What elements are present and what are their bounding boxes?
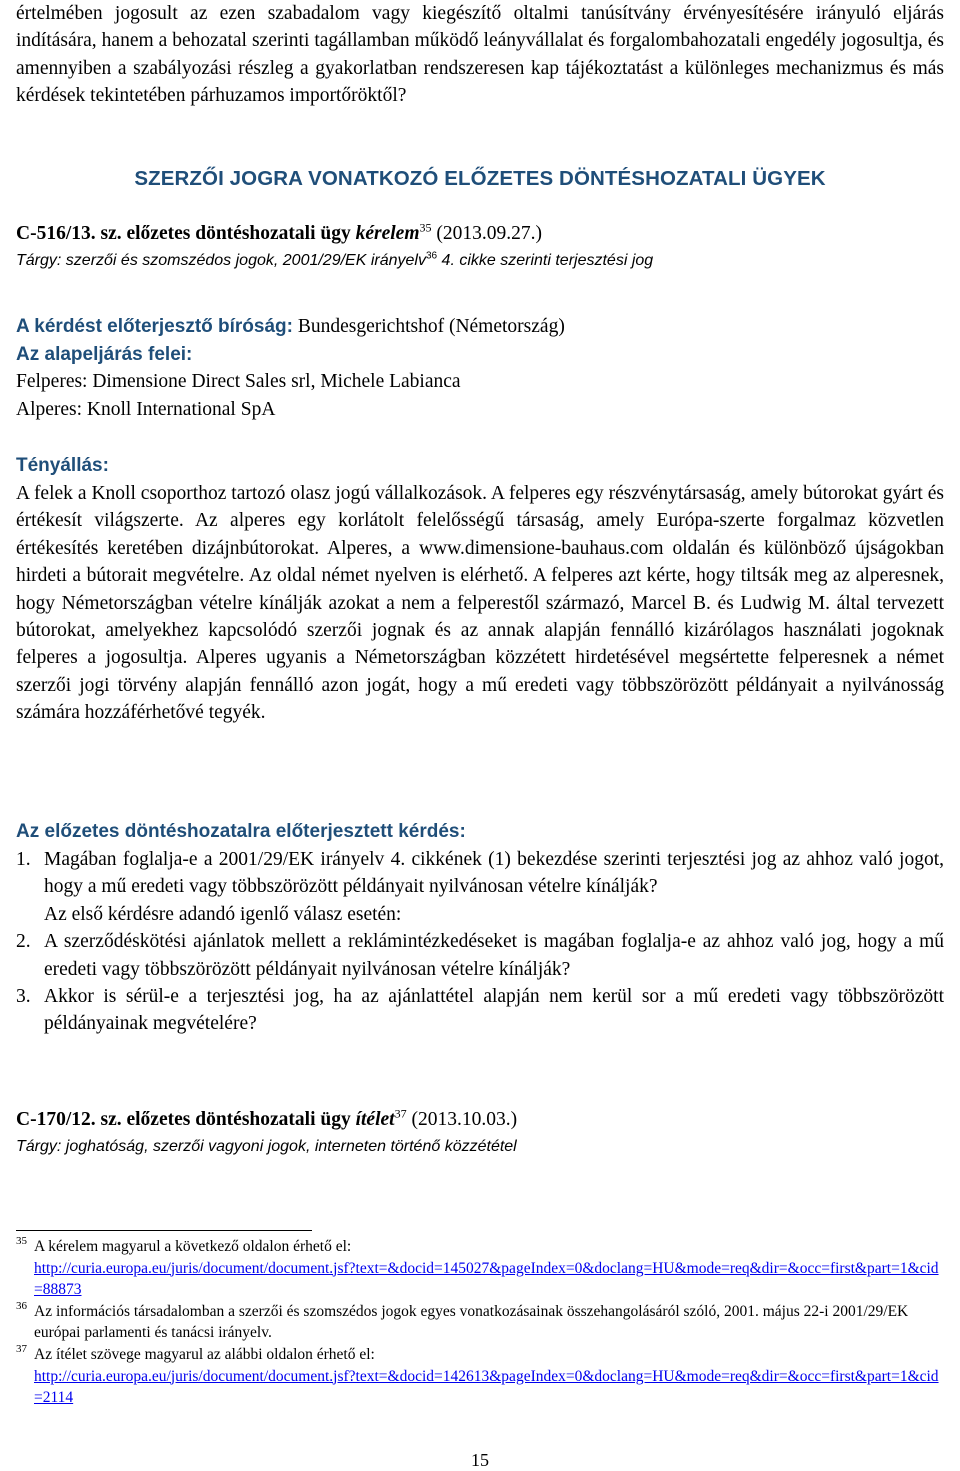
case1-court xyxy=(16,313,944,340)
footnotes xyxy=(16,1236,944,1409)
case2-title-date: (2013.10.03.) xyxy=(411,1109,518,1130)
footnote-number: 35 xyxy=(16,1235,27,1247)
case1-title-type: kérelem xyxy=(355,223,420,244)
footnote-link[interactable]: http://curia.europa.eu/juris/document/document.jsf?text=&docid=142613&pageIndex=0&doclang=HU&mode=req&dir=&occ=first&part=1&cid=2114 xyxy=(34,1367,939,1407)
question-item xyxy=(16,846,944,901)
case1-subject-rest: 4. cikke szerinti terjesztési jog xyxy=(441,252,654,269)
case2-title-bold: C-170/12. sz. előzetes döntéshozatali ügy xyxy=(16,1109,351,1130)
questions-list xyxy=(16,846,944,1038)
footnote-text: A kérelem magyarul a következő oldalon érhető el: xyxy=(34,1238,352,1255)
facts-paragraph: A felek a Knoll csoporthoz tartozó olasz jogú vállalkozások. A felperes egy részvénytársaság, amely bútorokat gyárt és értékesít világszerte. Az alperes egy korlátolt felelősségű társaság, amely Európa-szerte forgalmaz közvetlen értékesítés keretében dizájnbútorokat. Alperes, a www.dimensione-bauhaus.com oldalán és különböző újságokban hirdeti a bútorait megvételre. Az oldal német nyelven is elérhető. A felperes azt kérte, hogy tiltsák meg az alperesnek, hogy Németországban vételre kínálják azokat a nem a felperestől származó, Marcel B. és Ludwig M. által tervezett bútorokat, amelyekhez kapcsolódó szerzői jognak és az annak alapján fennálló kizárólagos használati jogoknak felperes a jogosultja. Alperes ugyanis a Németországban közzétett hirdetésével megsértette felperesnek a német szerzői jogi törvény alapján fennálló azon jogát, hogy a mű eredeti vagy többszörözött példányait a nyilvánosság számára hozzáférhetővé tegyék. xyxy=(16,483,944,724)
plaintiff-line: Felperes: Dimensione Direct Sales srl, Michele Labianca xyxy=(16,371,461,392)
intro-paragraph: értelmében jogosult az ezen szabadalom vagy kiegészítő oltalmi tanúsítvány érvényesítésére irányuló eljárás indítására, hanem a behozatal szerinti tagállamban működő leányvállalat és forgalombahozatali engedély jogosultja, és amennyiben a szabályozási részleg a gyakorlatban rendszeresen kap tájékoztatást a különleges mechanizmus és más kérdések tekintetében párhuzamos importőröktől? xyxy=(16,3,944,107)
question-number: 2. xyxy=(16,931,31,953)
interim-note: Az első kérdésre adandó igenlő válasz esetén: xyxy=(44,903,402,925)
section-title: SZERZŐI JOGRA VONATKOZÓ ELŐZETES DÖNTÉSHOZATALI ÜGYEK xyxy=(134,167,826,190)
case1-subject-text: Tárgy: szerzői és szomszédos jogok, 2001/29/EK irányelv xyxy=(16,252,426,269)
footnote-text: Az információs társadalomban a szerzői és szomszédos jogok egyes vonatkozásainak összehangolásáról szóló, 2001. május 22-i 2001/29/EK európai parlamenti és tanácsi irányelv. xyxy=(34,1302,909,1342)
case2-title-type: ítélet xyxy=(355,1109,395,1130)
question-text: A szerződéskötési ajánlatok mellett a reklámintézkedéseket is magában foglalja-e az ahhoz való jog, hogy a mű eredeti vagy többszörözött példányait nyilvánosan vételre kínálják? xyxy=(44,931,944,980)
court-value: Bundesgerichtshof (Németország) xyxy=(297,316,565,337)
footnote-35 xyxy=(16,1236,944,1301)
footnote-number: 37 xyxy=(16,1342,27,1355)
court-label: A kérdést előterjesztő bíróság: xyxy=(16,316,293,337)
defendant-line: Alperes: Knoll International SpA xyxy=(16,399,276,420)
question-text: Akkor is sérül-e a terjesztési jog, ha az ajánlattétel alapján nem kerül sor a mű eredeti vagy többszörözött példányainak megvételére? xyxy=(44,986,944,1035)
case2-subject: Tárgy: joghatóság, szerzői vagyoni jogok, interneten történő közzététel xyxy=(16,1138,517,1155)
question-number: 3. xyxy=(16,986,31,1008)
case1-parties-label xyxy=(16,341,944,368)
footnote-text: Az ítélet szövege magyarul az alábbi oldalon érhető el: xyxy=(34,1345,375,1363)
case1-title-bold: C-516/13. sz. előzetes döntéshozatali ügy xyxy=(16,223,351,244)
question-text: Magában foglalja-e a 2001/29/EK irányelv 4. cikkének (1) bekezdése szerinti terjesztési jog az ahhoz való jogot, hogy a mű eredeti vagy többszörözött példányait nyilvánosan vételre kínálják? xyxy=(44,849,944,898)
case1-footnote-ref[interactable]: 35 xyxy=(419,220,432,235)
case1-title xyxy=(16,220,944,247)
footnote-37 xyxy=(16,1344,944,1409)
questions-label: Az előzetes döntéshozatalra előterjesztett kérdés: xyxy=(16,821,466,842)
facts-label: Tényállás: xyxy=(16,455,109,476)
case1-title-date: (2013.09.27.) xyxy=(436,223,542,244)
footnote-36 xyxy=(16,1301,944,1344)
case2-title xyxy=(16,1106,944,1133)
page-number: 15 xyxy=(471,1450,489,1470)
question-item xyxy=(16,928,944,983)
question-number: 1. xyxy=(16,849,31,870)
facts-heading xyxy=(16,452,944,479)
questions-heading xyxy=(16,818,944,845)
case1-subject xyxy=(16,250,944,272)
case1-subject-footnote-ref[interactable]: 36 xyxy=(425,250,438,262)
case2-footnote-ref[interactable]: 37 xyxy=(394,1106,407,1121)
footnote-number: 36 xyxy=(16,1299,27,1312)
parties-label: Az alapeljárás felei: xyxy=(16,344,193,365)
footnote-link[interactable]: http://curia.europa.eu/juris/document/document.jsf?text=&docid=145027&pageIndex=0&doclang=HU&mode=req&dir=&occ=first&part=1&cid=88873 xyxy=(34,1259,939,1299)
question-item xyxy=(16,983,944,1038)
footnote-separator xyxy=(16,1230,312,1231)
